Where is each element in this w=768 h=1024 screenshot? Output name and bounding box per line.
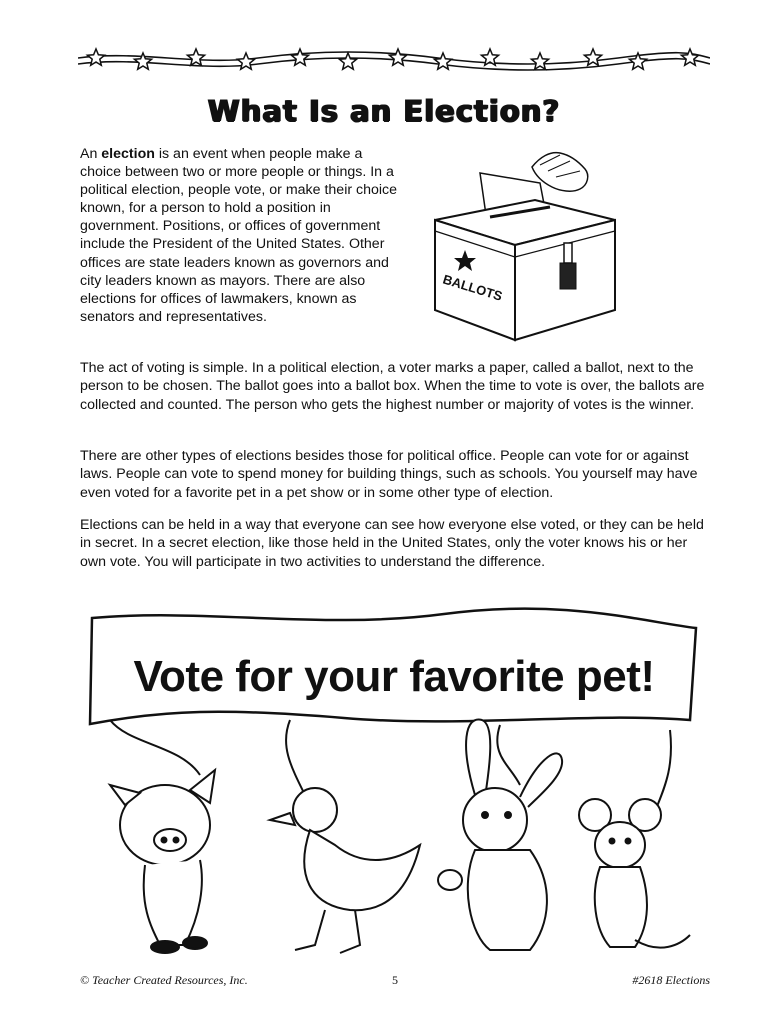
page-title: What Is an Election?	[207, 94, 561, 128]
intro-text-rest: is an event when people make a choice between two or more people or things. In a political election, people vote, or make their choice known, for a person to hold a position in government. Positions, or offices of government include the President of the United States. Other offices are state leaders known as governors and city leaders known as mayors. There are also elections for offices of lawmakers, known as senators and representatives.	[80, 146, 398, 325]
pig-icon	[110, 770, 215, 953]
star-icon	[681, 49, 698, 65]
ballot-box-illustration	[420, 145, 620, 345]
other-elections-paragraph: There are other types of elections besides those for political office. People can vote for or against laws. People can vote to spend money for building things, such as schools. You yourself may have even voted for a favorite pet in a pet show or in some other type of election.	[80, 448, 698, 501]
footer-book-id: #2618 Elections	[632, 973, 710, 987]
star-icon	[339, 53, 356, 69]
banner-title: Vote for your favorite pet!	[133, 652, 655, 701]
star-border-decoration	[78, 40, 710, 80]
star-icon	[187, 49, 204, 65]
pets-illustration	[90, 715, 700, 970]
intro-bold-term: election	[101, 146, 155, 162]
star-icon	[389, 49, 406, 65]
star-icon	[584, 49, 601, 65]
page-number: 5	[392, 973, 398, 987]
voting-paragraph: The act of voting is simple. In a political election, a voter marks a paper, called a ballot, next to the person to be chosen. The ballot goes into a ballot box. When the time to vote is over, the ballots are collected and counted. The person who gets the highest number or majority of votes is the winner.	[80, 360, 705, 413]
star-icon	[291, 49, 308, 65]
intro-paragraph	[80, 145, 400, 326]
intro-text-start: An	[80, 146, 102, 162]
duck-icon	[270, 788, 420, 953]
star-icon	[531, 53, 548, 69]
mouse-icon	[579, 799, 690, 948]
ballot-box-label: BALLOTS	[441, 271, 505, 304]
star-icon	[237, 53, 254, 69]
star-icon	[434, 53, 451, 69]
footer-copyright: © Teacher Created Resources, Inc.	[80, 973, 248, 987]
secret-election-paragraph: Elections can be held in a way that everyone can see how everyone else voted, or they can be held in secret. In a secret election, like those held in the United States, only the voter knows his or her own vote. You will participate in two activities to understand the difference.	[80, 517, 704, 570]
